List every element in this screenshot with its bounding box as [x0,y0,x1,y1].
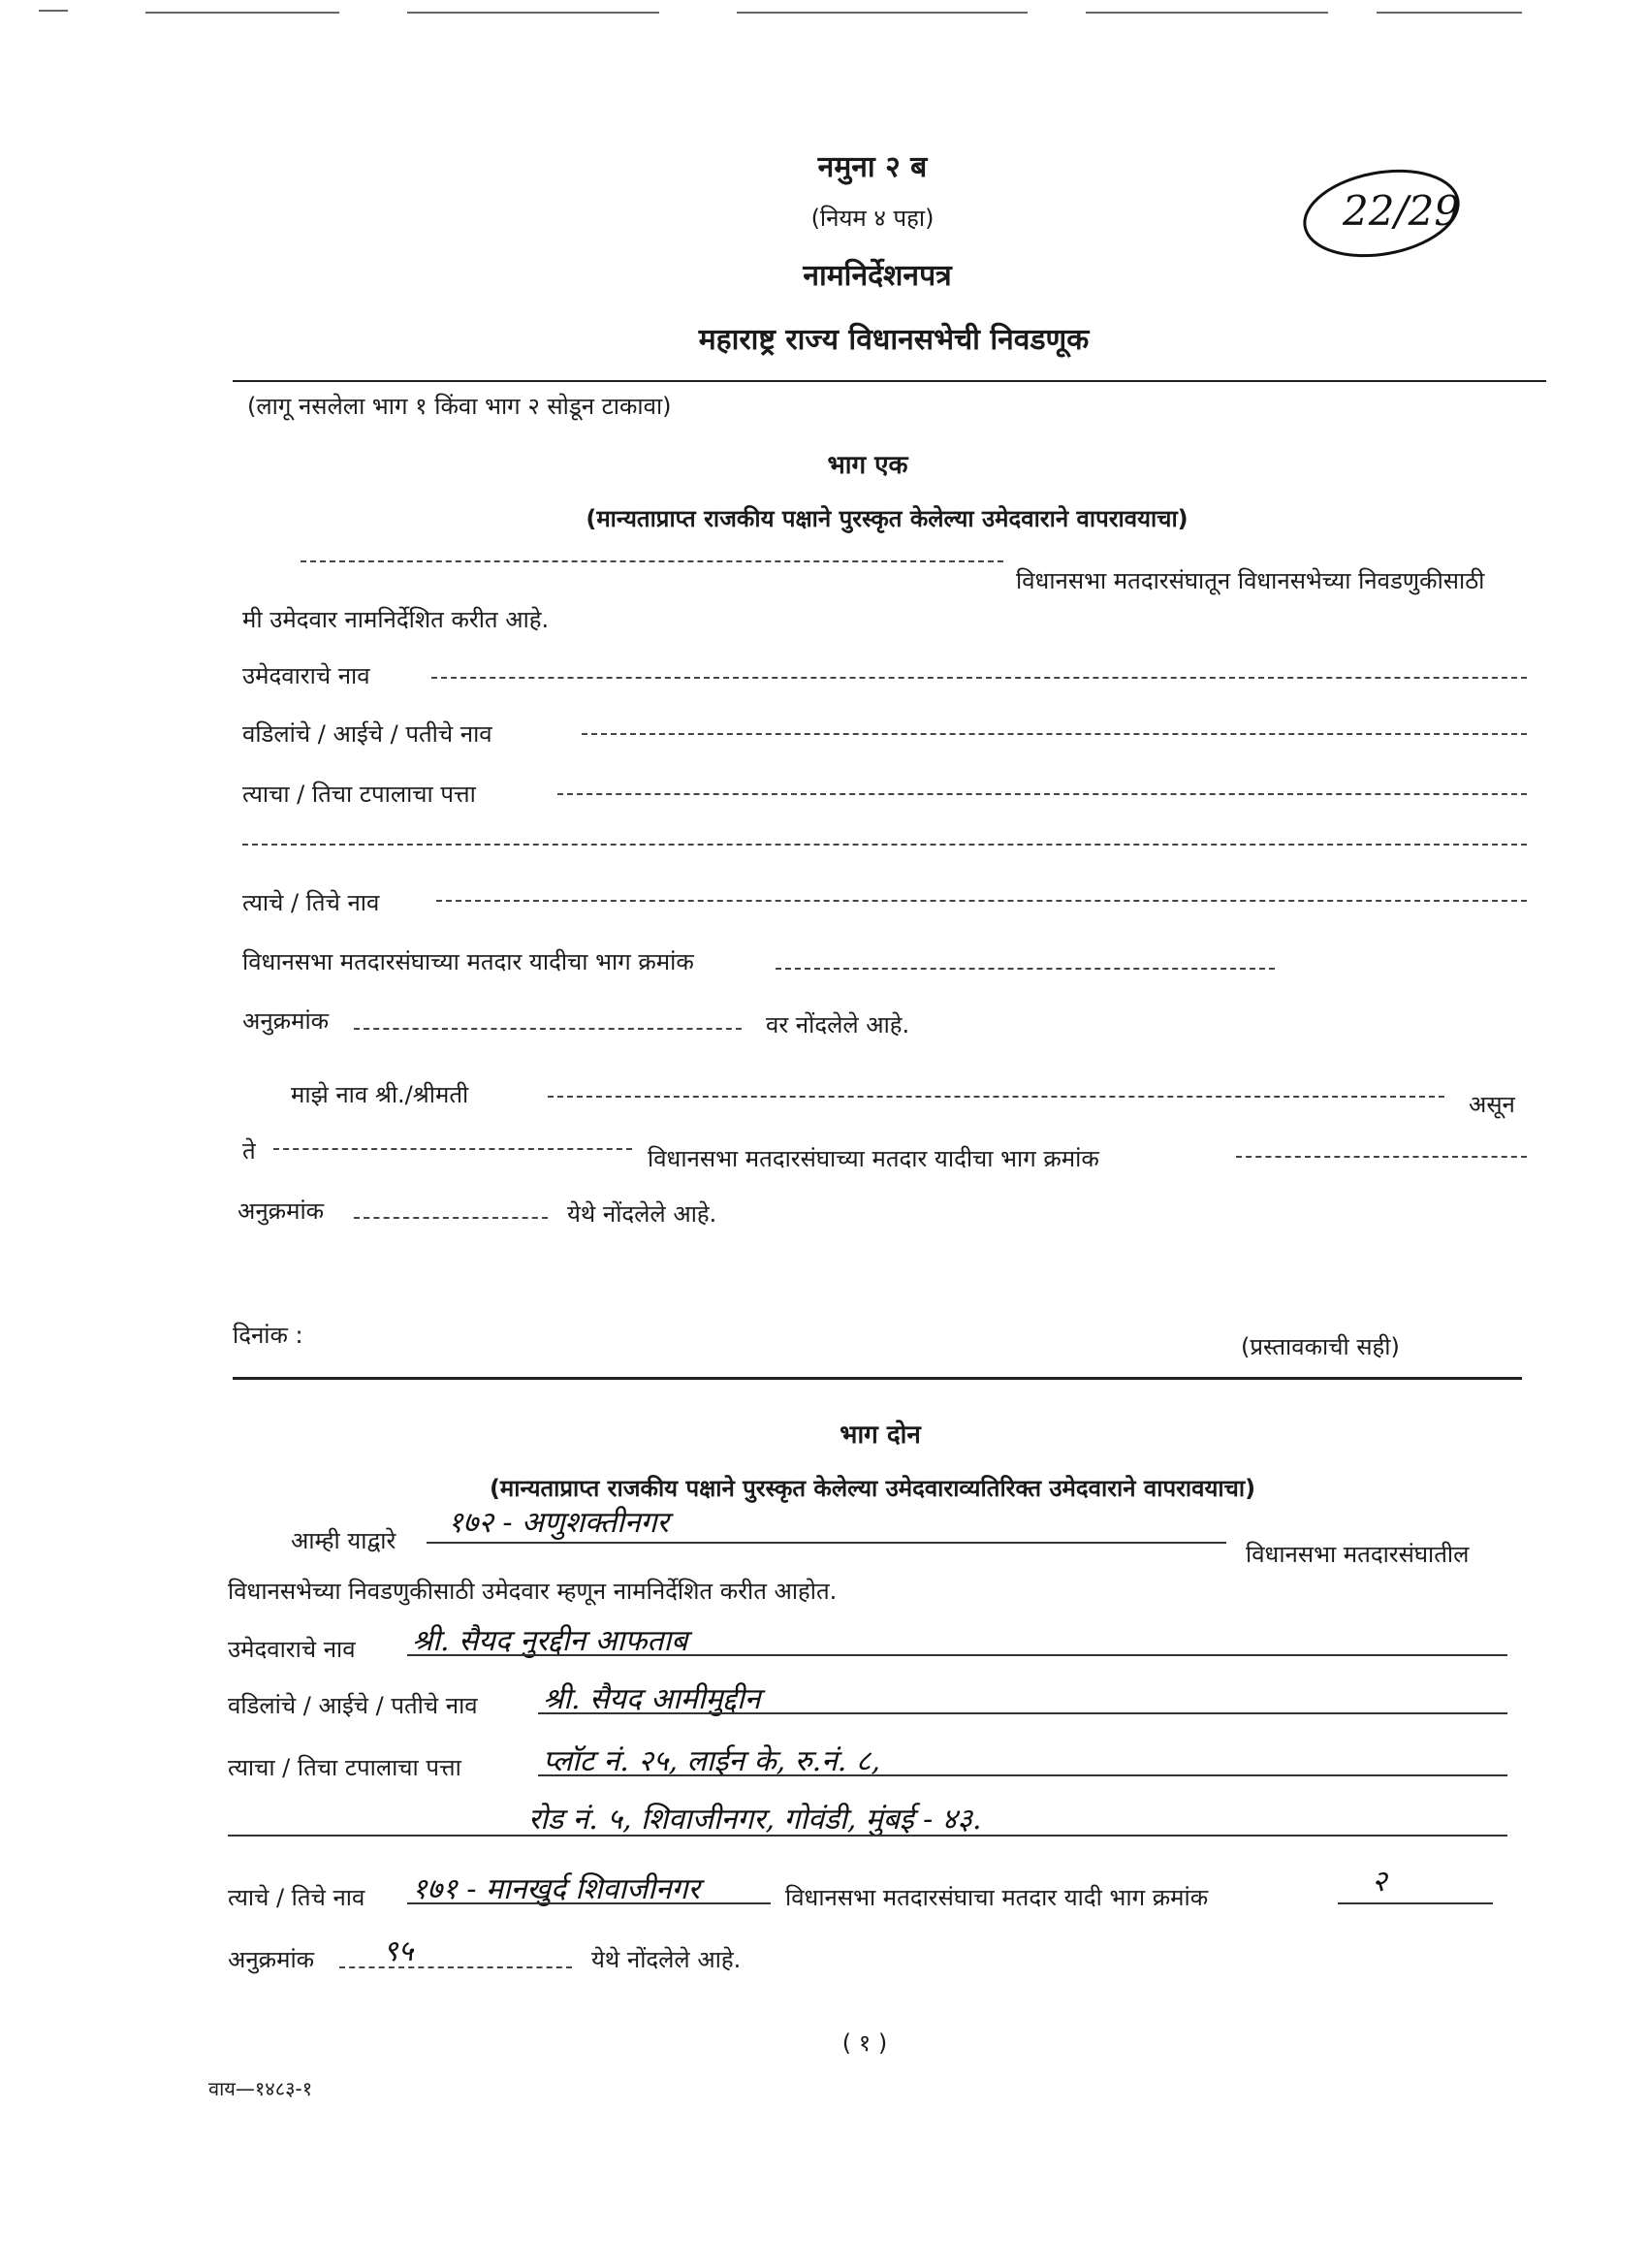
print-code: वाय—१४८३-१ [208,2077,313,2100]
part-one-nominate-line: मी उमेदवार नामनिर्देशित करीत आहे. [242,606,550,633]
p2-his-her-name-label: त्याचे / तिचे नाव [228,1884,365,1911]
page-number: ( १ ) [841,2029,888,2057]
p2-voter-constituency-line [407,1902,771,1904]
serial-mark-stamp [1280,145,1532,272]
p1-roll-part-label-2: विधानसभा मतदारसंघाच्या मतदार यादीचा भाग क्रमांक [648,1145,1099,1172]
part-one-subtitle: (मान्यताप्राप्त राजकीय पक्षाने पुरस्कृत केलेल्या उमेदवाराने वापरावयाचा) [586,505,1188,532]
scan-mark [145,12,339,14]
p2-constituency-line [427,1542,1226,1544]
p2-address-line-1-rule [538,1774,1507,1776]
scan-mark [737,12,1028,14]
p1-serial-label-2: अनुक्रमांक [238,1198,325,1225]
election-title: महाराष्ट्र राज्य विधानसभेची निवडणूक [698,323,1090,357]
part-divider [233,1377,1522,1380]
part-one-constituency-suffix: विधानसभा मतदारसंघातून विधानसभेच्या निवडणुकीसाठी [1016,567,1485,594]
p1-registered-here: येथे नोंदलेले आहे. [567,1200,717,1228]
p2-address-line-2-rule [228,1835,1507,1837]
scan-mark [1086,12,1328,14]
scan-mark [1377,12,1522,14]
p1-address-blank-2[interactable] [242,844,1527,846]
p1-address-blank-1[interactable] [557,793,1527,795]
p2-address-label: त्याचा / तिचा टपालाचा पत्ता [228,1754,461,1781]
part-two-title: भाग दोन [840,1421,921,1450]
p2-roll-part-line [1338,1902,1493,1904]
p2-voter-constituency-value[interactable]: १७१ - मानखुर्द शिवाजीनगर [412,1872,700,1906]
p1-proposer-sign: (प्रस्तावकाची सही) [1241,1333,1400,1360]
p1-serial-blank-2[interactable] [354,1217,548,1219]
instruction-text: (लागू नसलेला भाग १ किंवा भाग २ सोडून टाकावा) [247,393,672,420]
p2-parent-name-label: वडिलांचे / आईचे / पतीचे नाव [228,1692,478,1719]
scan-mark [407,12,659,14]
p2-parent-name-value[interactable]: श्री. सैयद आमीमुद्दीन [543,1682,761,1716]
p2-candidate-name-line [407,1654,1507,1656]
p1-serial-blank[interactable] [354,1028,742,1030]
p2-candidate-name-value[interactable]: श्री. सैयद नुरद्दीन आफताब [412,1624,688,1658]
p1-te: ते [242,1137,256,1165]
p2-registered-here: येथे नोंदलेले आहे. [591,1946,742,1973]
p2-serial-value[interactable]: ९५ [383,1934,414,1968]
p2-we-hereby: आम्ही याद्वारे [291,1527,396,1554]
p1-asun: असून [1469,1091,1515,1118]
part-two-subtitle: (मान्यताप्राप्त राजकीय पक्षाने पुरस्कृत केलेल्या उमेदवाराव्यतिरिक्त उमेदवाराने वापरावयाचा) [489,1475,1256,1502]
p1-te-blank[interactable] [273,1148,632,1150]
p2-constituency-suffix: विधानसभा मतदारसंघातील [1246,1541,1470,1568]
p1-candidate-name-label: उमेदवाराचे नाव [242,662,370,689]
p1-parent-name-blank[interactable] [582,733,1527,735]
p1-my-name-blank[interactable] [548,1096,1444,1098]
p2-serial-label: अनुक्रमांक [228,1946,315,1973]
p1-registered-at: वर नोंदलेले आहे. [766,1011,910,1038]
p1-parent-name-label: वडिलांचे / आईचे / पतीचे नाव [242,720,492,748]
p1-candidate-name-blank[interactable] [431,677,1527,679]
p2-candidate-name-label: उमेदवाराचे नाव [228,1636,356,1663]
p2-address-line-2[interactable]: रोड नं. ५, शिवाजीनगर, गोवंडी, मुंबई - ४३. [528,1803,982,1837]
p1-roll-part-label: विधानसभा मतदारसंघाच्या मतदार यादीचा भाग क्रमांक [242,948,694,975]
p1-roll-part-blank-2[interactable] [1236,1156,1527,1158]
p1-date-label: दिनांक : [233,1322,303,1349]
p2-roll-part-value[interactable]: २ [1372,1865,1387,1899]
header-rule [233,380,1546,382]
p2-nominate-line: विधानसभेच्या निवडणुकीसाठी उमेदवार म्हणून नामनिर्देशित करीत आहोत. [228,1578,838,1605]
form-number: नमुना २ ब [817,150,928,184]
p2-constituency-value[interactable]: १७२ - अणुशक्तीनगर [448,1506,669,1540]
constituency-blank[interactable] [301,560,1003,562]
p2-serial-line [339,1966,572,1968]
p2-address-line-1[interactable]: प्लॉट नं. २५, लाईन के, रु.नं. ८, [543,1744,881,1778]
p1-his-her-name-label: त्याचे / तिचे नाव [242,889,380,916]
p2-parent-name-line [538,1712,1507,1714]
p1-address-label: त्याचा / तिचा टपालाचा पत्ता [242,781,476,808]
p1-serial-label: अनुक्रमांक [242,1007,330,1035]
p2-roll-part-label: विधानसभा मतदारसंघाचा मतदार यादी भाग क्रमांक [785,1884,1209,1911]
p1-roll-part-blank[interactable] [776,968,1275,970]
part-one-title: भाग एक [827,451,908,480]
serial-mark-text: 22/29 [1343,187,1461,235]
rule-reference: (नियम ४ पहा) [810,205,935,232]
document-title: नामनिर्देशनपत्र [803,259,952,293]
scan-mark [39,10,68,12]
p1-his-her-name-blank[interactable] [436,900,1527,902]
p1-my-name-label: माझे नाव श्री./श्रीमती [291,1081,469,1108]
